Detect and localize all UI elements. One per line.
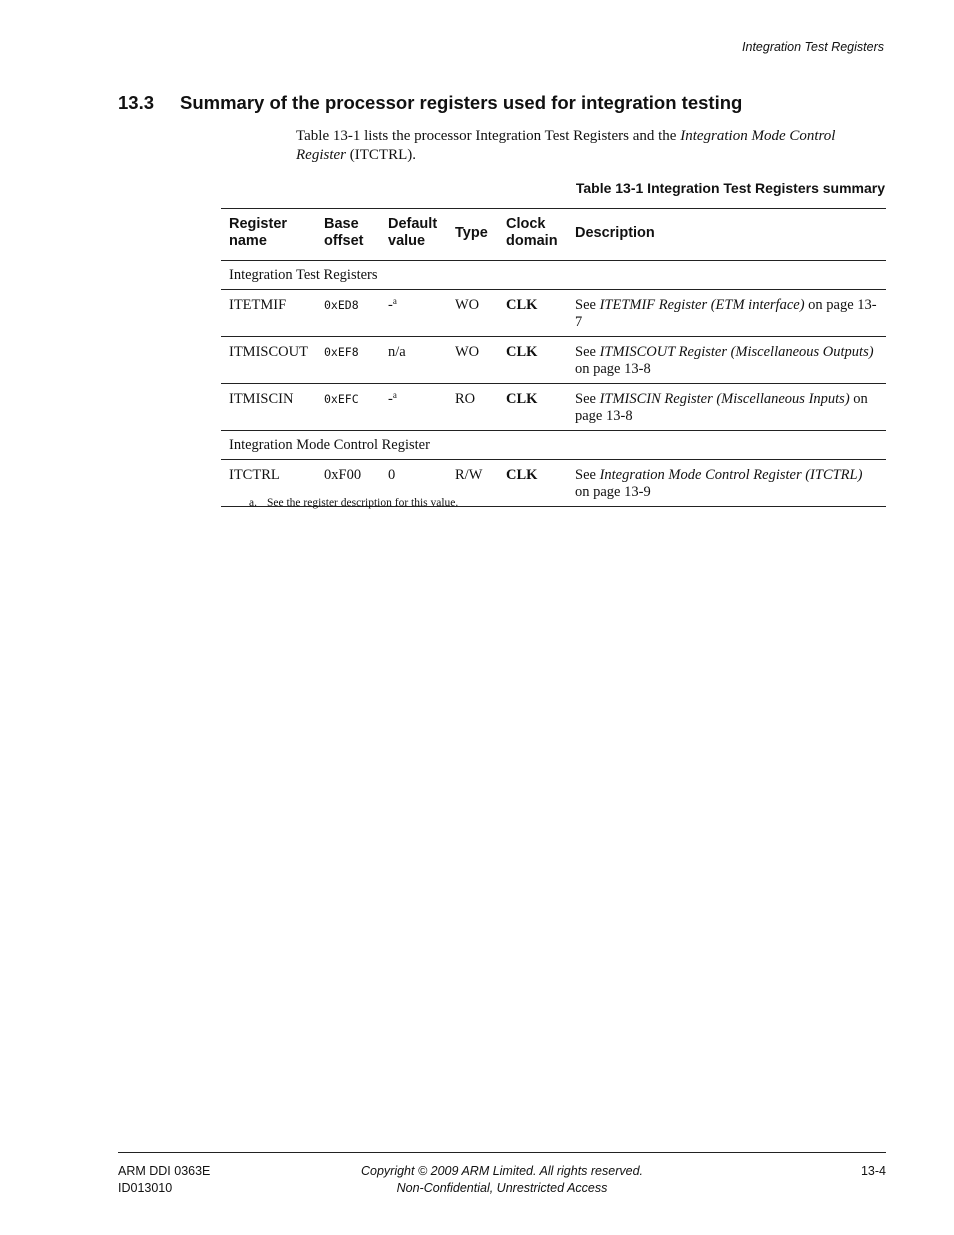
description-page: on page 13-8 [575,391,868,424]
description-reference: ITMISCIN Register (Miscellaneous Inputs) [599,391,850,407]
section-title: Summary of the processor registers used for integration testing [180,92,743,113]
footer-doc-info [118,1163,210,1197]
base-offset: 0xEFC [316,384,380,431]
table-group-row [221,261,886,290]
table-row [221,290,886,337]
register-description [567,337,886,384]
base-offset: 0xF00 [316,460,380,507]
description-reference: ITETMIF Register (ETM interface) [599,297,805,313]
default-value-text: 0 [388,467,396,483]
table-row [221,384,886,431]
intro-paragraph [296,127,886,165]
description-see: See [575,297,600,313]
footer-page-number: 13-4 [860,1164,886,1178]
header-clock-domain: Clock domain [498,209,567,261]
description-see: See [575,391,600,407]
table-header-row [221,209,886,261]
footnote-marker: a [392,390,397,400]
register-description [567,290,886,337]
group-label: Integration Test Registers [221,261,886,290]
section-number: 13.3 [118,92,155,113]
register-name: ITMISCIN [221,384,316,431]
base-offset: 0xEF8 [316,337,380,384]
table-group-row [221,431,886,460]
header-default-value: Default value [380,209,447,261]
footer-doc-number: ARM DDI 0363E [118,1164,211,1178]
group-label: Integration Mode Control Register [221,431,886,460]
register-type: WO [447,290,498,337]
description-reference: Integration Mode Control Register (ITCTRL) [599,467,863,483]
running-header: Integration Test Registers [742,40,884,54]
intro-text-after: (ITCTRL). [346,147,416,163]
register-name: ITCTRL [221,460,316,507]
footer-copyright: Copyright © 2009 ARM Limited. All rights reserved. [360,1164,643,1178]
register-description [567,384,886,431]
description-page: on page 13-9 [575,484,651,500]
clock-domain: CLK [498,460,567,507]
description-see: See [575,344,600,360]
footer-access: Non-Confidential, Unrestricted Access [396,1181,608,1195]
default-value-text: - [388,297,393,313]
table-row [221,337,886,384]
default-value [380,384,447,431]
section-heading [118,92,914,114]
register-type: R/W [447,460,498,507]
register-description [567,460,886,507]
footer-divider [118,1152,886,1153]
header-base-offset: Base offset [316,209,380,261]
header-type: Type [447,209,498,261]
footnote-text: See the register description for this value. [267,497,459,509]
table-caption: Table 13-1 Integration Test Registers summary [575,180,885,196]
intro-italic-reference: Integration Mode Control Register [296,128,836,163]
footnote-letter: a. [249,497,257,509]
clock-domain: CLK [498,384,567,431]
table-footnote [249,497,458,509]
header-description: Description [567,209,886,261]
description-reference: ITMISCOUT Register (Miscellaneous Outputs) [599,344,874,360]
register-name: ITMISCOUT [221,337,316,384]
header-register-name: Register name [221,209,316,261]
footer-legal [302,1163,702,1197]
register-name: ITETMIF [221,290,316,337]
clock-domain: CLK [498,290,567,337]
register-type: WO [447,337,498,384]
base-offset: 0xED8 [316,290,380,337]
default-value-text: n/a [388,344,406,360]
description-page: on page 13-7 [575,297,877,330]
integration-registers-table [221,208,886,507]
default-value-text: - [388,391,393,407]
intro-text-before: Table 13-1 lists the processor Integration Test Registers and the [296,128,681,144]
footer-doc-id: ID013010 [118,1181,173,1195]
description-see: See [575,467,600,483]
footnote-marker: a [392,296,397,306]
description-page: on page 13-8 [575,361,651,377]
default-value [380,290,447,337]
clock-domain: CLK [498,337,567,384]
default-value [380,337,447,384]
register-type: RO [447,384,498,431]
